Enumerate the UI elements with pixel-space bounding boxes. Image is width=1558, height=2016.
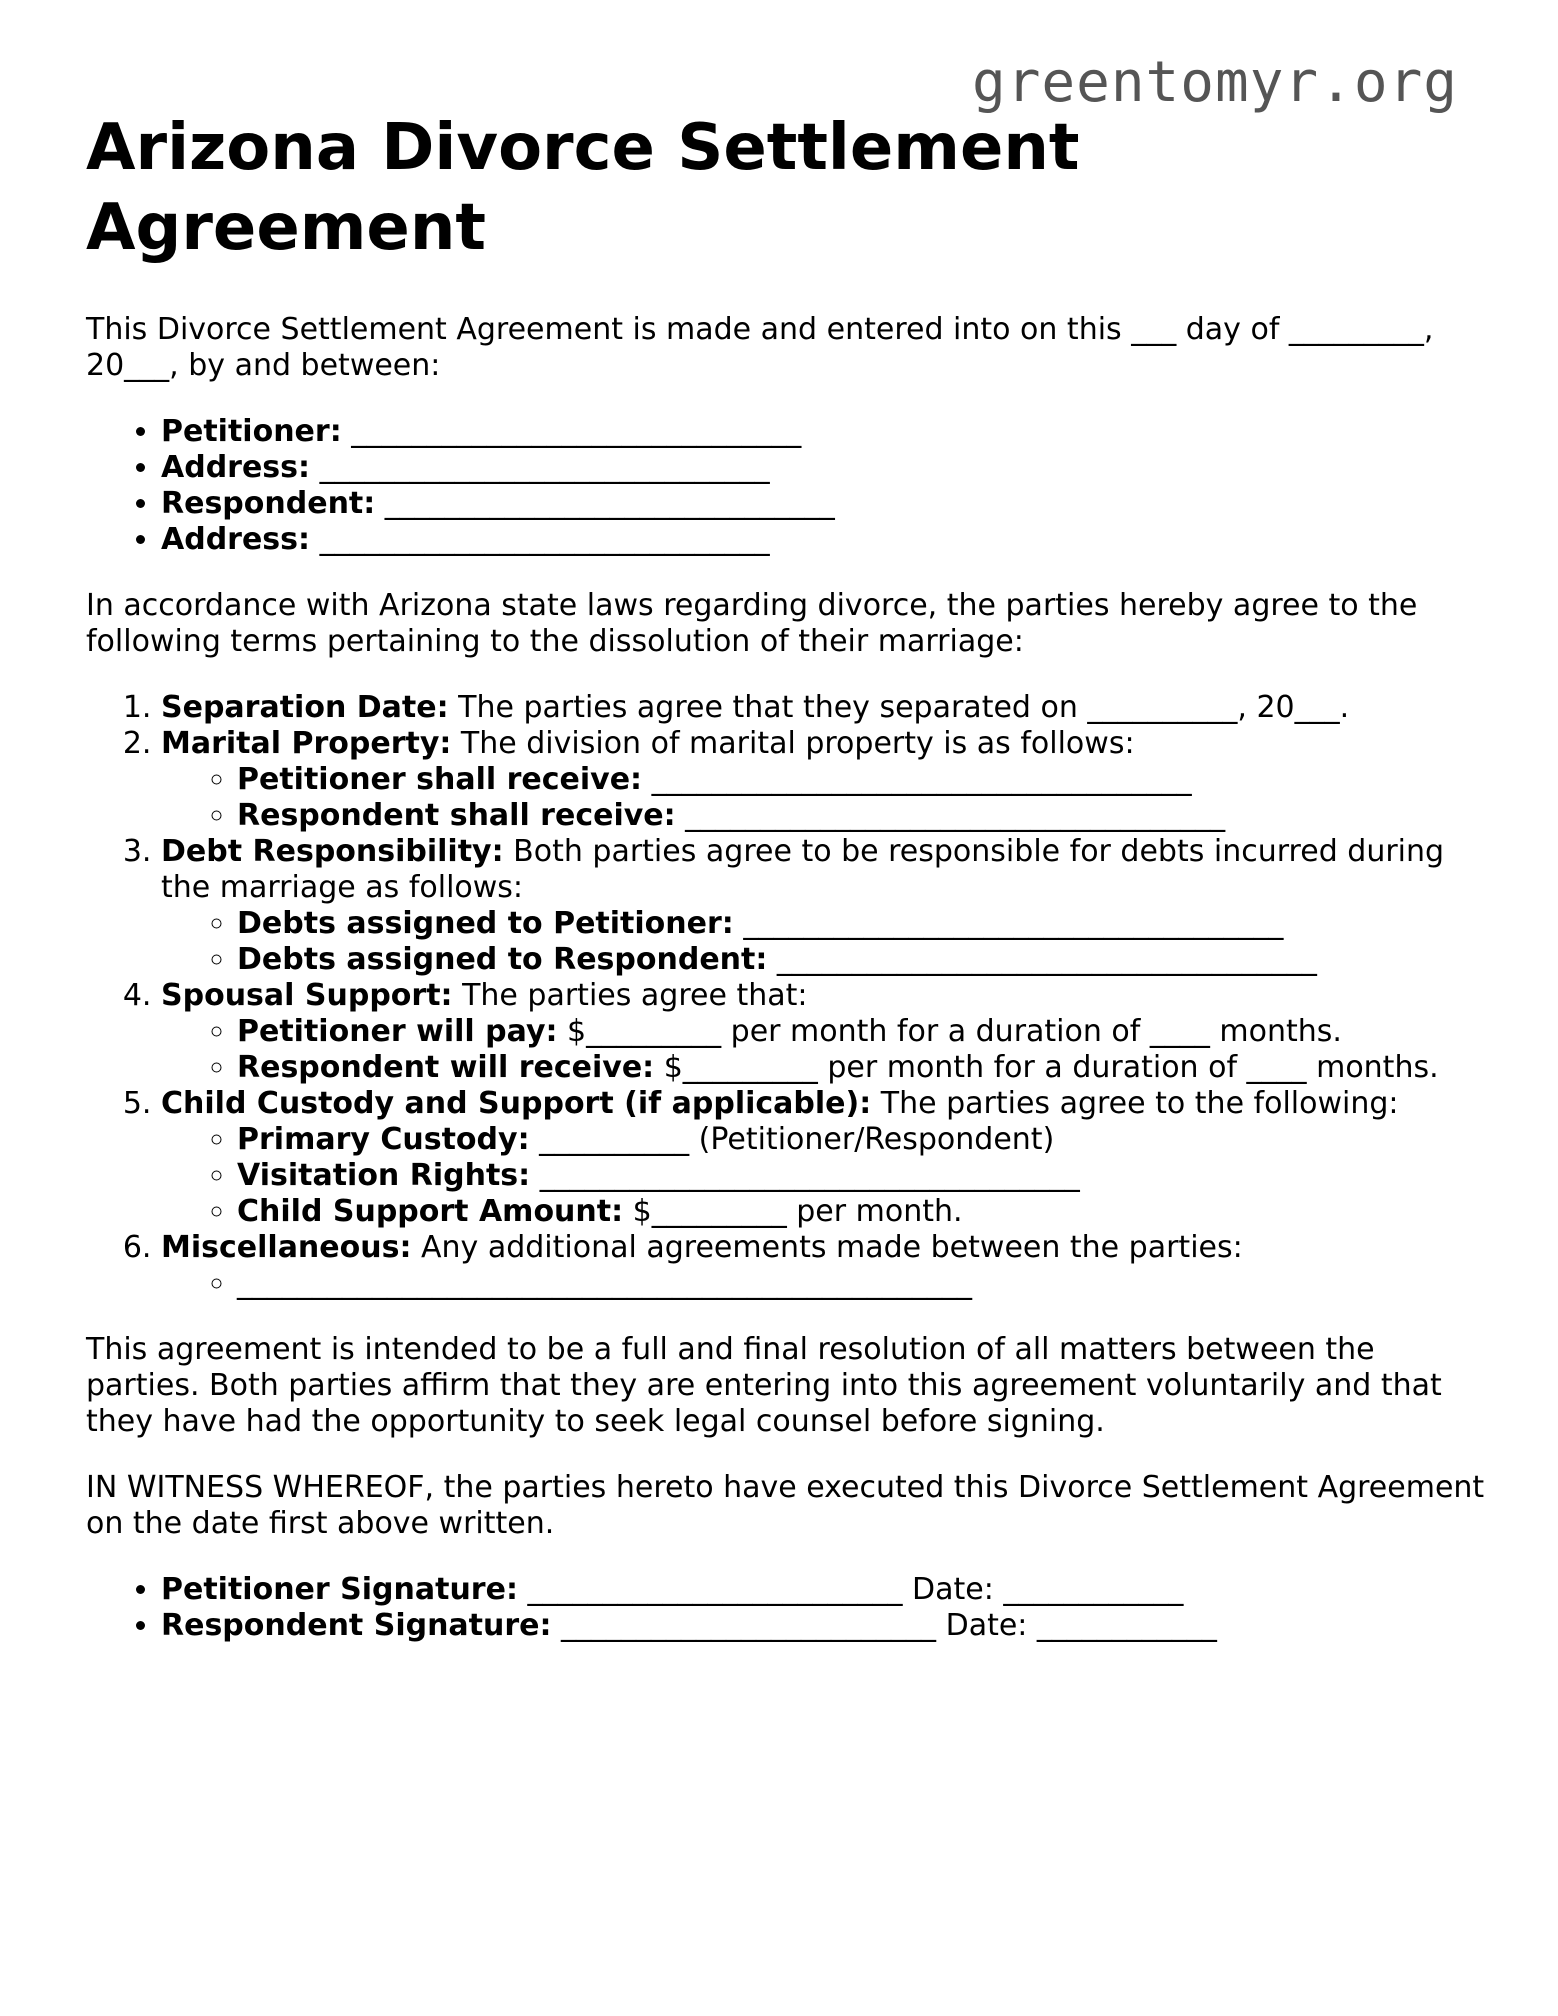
sub-label: Respondent will receive:	[237, 1050, 655, 1085]
respondent-address-blank[interactable]: ______________________________	[310, 522, 770, 557]
field-label: Address:	[161, 522, 311, 557]
term-label: Debt Responsibility:	[161, 834, 504, 869]
closing-paragraph: This agreement is intended to be a full and final resolution of all matters between the parties. Both parties affirm that they are entering into this agreement voluntarily and that they have had the opportunity to seek legal counsel before signing.	[86, 1332, 1442, 1439]
petitioner-debts-blank[interactable]: ____________________________________	[733, 906, 1284, 941]
term-label: Separation Date:	[161, 690, 449, 725]
petitioner-address-blank[interactable]: ______________________________	[310, 450, 770, 485]
list-item	[237, 1050, 1486, 1086]
field-label: Respondent:	[161, 486, 376, 521]
terms-list	[86, 690, 1486, 1302]
field-label: Address:	[161, 450, 311, 485]
term-text: The division of marital property is as follows:	[451, 726, 1135, 761]
term-label: Marital Property:	[161, 726, 452, 761]
term-child-custody	[161, 1086, 1486, 1230]
sub-label: Primary Custody:	[237, 1122, 530, 1157]
accordance-paragraph: In accordance with Arizona state laws regarding divorce, the parties hereby agree to the following terms pertaining to the dissolution of their marriage:	[86, 588, 1418, 659]
list-item-respondent-signature	[161, 1608, 1486, 1644]
list-item	[237, 798, 1486, 834]
respondent-property-blank[interactable]: ____________________________________	[675, 798, 1226, 833]
misc-sublist	[161, 1266, 1486, 1302]
term-separation-date	[161, 690, 1486, 726]
term-miscellaneous	[161, 1230, 1486, 1302]
debt-sublist	[161, 906, 1486, 978]
petitioner-payment-text[interactable]: $_________ per month for a duration of ____ months.	[557, 1014, 1342, 1049]
term-label: Spousal Support:	[161, 978, 453, 1013]
term-label: Miscellaneous:	[161, 1230, 412, 1265]
field-label: Petitioner:	[161, 414, 342, 449]
sub-label: Respondent shall receive:	[237, 798, 676, 833]
list-item	[237, 1266, 1486, 1302]
respondent-debts-blank[interactable]: ____________________________________	[767, 942, 1317, 977]
primary-custody-blank[interactable]: __________ (Petitioner/Respondent)	[529, 1122, 1055, 1157]
list-item	[237, 1194, 1486, 1230]
list-item-respondent	[161, 486, 1486, 522]
signatures-list	[86, 1572, 1486, 1644]
page-title: Arizona Divorce Settlement Agreement	[86, 111, 1080, 265]
list-item-petitioner-address	[161, 450, 1486, 486]
list-item	[237, 762, 1486, 798]
petitioner-property-blank[interactable]: ____________________________________	[642, 762, 1192, 797]
property-sublist	[161, 762, 1486, 834]
list-item	[237, 1014, 1486, 1050]
list-item	[237, 1158, 1486, 1194]
document-page	[86, 108, 1486, 1644]
misc-agreements-blank[interactable]: _________________________________________________	[237, 1266, 972, 1301]
signature-label: Petitioner Signature:	[161, 1572, 518, 1607]
term-text: Both parties agree to be responsible for debts incurred during the marriage as follows:	[161, 834, 1445, 905]
respondent-name-blank[interactable]: ______________________________	[375, 486, 835, 521]
site-watermark: greentomyr.org	[971, 50, 1458, 115]
term-debt-responsibility	[161, 834, 1486, 978]
child-support-amount-text[interactable]: $_________ per month.	[623, 1194, 963, 1229]
respondent-signature-blank[interactable]: _________________________ Date: ____________	[551, 1608, 1217, 1643]
visitation-rights-blank[interactable]: ____________________________________	[530, 1158, 1080, 1193]
sub-label: Debts assigned to Petitioner:	[237, 906, 734, 941]
term-text: The parties agree to the following:	[871, 1086, 1399, 1121]
list-item-petitioner	[161, 414, 1486, 450]
term-text: The parties agree that:	[452, 978, 808, 1013]
term-label: Child Custody and Support (if applicable):	[161, 1086, 872, 1121]
sub-label: Petitioner will pay:	[237, 1014, 558, 1049]
list-item	[237, 942, 1486, 978]
sub-label: Visitation Rights:	[237, 1158, 531, 1193]
sub-label: Child Support Amount:	[237, 1194, 624, 1229]
list-item-petitioner-signature	[161, 1572, 1486, 1608]
list-item	[237, 1122, 1486, 1158]
respondent-payment-text[interactable]: $_________ per month for a duration of ____ months.	[654, 1050, 1439, 1085]
petitioner-signature-blank[interactable]: _________________________ Date: ____________	[517, 1572, 1184, 1607]
term-text: The parties agree that they separated on __________, 20___.	[448, 690, 1350, 725]
sub-label: Petitioner shall receive:	[237, 762, 643, 797]
list-item	[237, 906, 1486, 942]
term-text: Any additional agreements made between the parties:	[411, 1230, 1243, 1265]
petitioner-name-blank[interactable]: ______________________________	[341, 414, 802, 449]
custody-sublist	[161, 1122, 1486, 1230]
term-marital-property	[161, 726, 1486, 834]
spousal-sublist	[161, 1014, 1486, 1086]
parties-list	[86, 414, 1486, 558]
term-spousal-support	[161, 978, 1486, 1086]
witness-paragraph: IN WITNESS WHEREOF, the parties hereto have executed this Divorce Settlement Agreement on the date first above written.	[86, 1470, 1485, 1541]
signature-label: Respondent Signature:	[161, 1608, 552, 1643]
intro-paragraph: This Divorce Settlement Agreement is made and entered into on this ___ day of _________, 20___, by and between:	[86, 312, 1434, 383]
sub-label: Debts assigned to Respondent:	[237, 942, 768, 977]
list-item-respondent-address	[161, 522, 1486, 558]
